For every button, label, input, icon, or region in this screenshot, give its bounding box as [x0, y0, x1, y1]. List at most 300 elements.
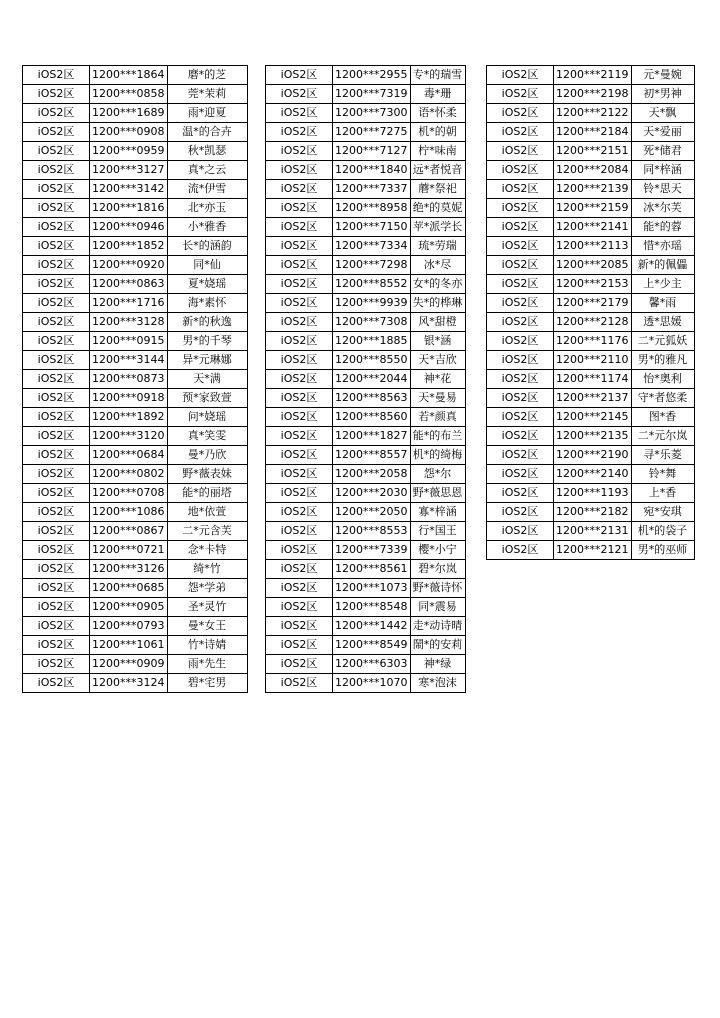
user-id-cell: 1200***7319	[333, 85, 411, 104]
table-row	[266, 180, 466, 199]
player-name-cell: 走*动诗晴	[410, 617, 465, 636]
player-name-cell: 绮*竹	[167, 560, 247, 579]
user-id-cell: 1200***0918	[90, 389, 168, 408]
server-cell: iOS2区	[487, 104, 554, 123]
user-id-cell: 1200***0905	[90, 598, 168, 617]
table-row	[23, 180, 248, 199]
table-row	[23, 389, 248, 408]
user-id-cell: 1200***1827	[333, 427, 411, 446]
server-cell: iOS2区	[23, 370, 90, 389]
winner-table-2	[265, 65, 466, 693]
user-id-cell: 1200***2179	[554, 294, 632, 313]
player-name-cell: 长*的涵韵	[167, 237, 247, 256]
table-row	[23, 427, 248, 446]
server-cell: iOS2区	[266, 199, 333, 218]
user-id-cell: 1200***0863	[90, 275, 168, 294]
user-id-cell: 1200***3128	[90, 313, 168, 332]
table-row	[23, 674, 248, 693]
server-cell: iOS2区	[266, 389, 333, 408]
user-id-cell: 1200***2153	[554, 275, 632, 294]
player-name-cell: 银*涵	[410, 332, 465, 351]
server-cell: iOS2区	[487, 237, 554, 256]
server-cell: iOS2区	[266, 313, 333, 332]
user-id-cell: 1200***8958	[333, 199, 411, 218]
server-cell: iOS2区	[266, 332, 333, 351]
table-row	[487, 332, 695, 351]
table-row	[23, 85, 248, 104]
user-id-cell: 1200***1864	[90, 66, 168, 85]
table-row	[487, 218, 695, 237]
server-cell: iOS2区	[23, 560, 90, 579]
table-row	[23, 636, 248, 655]
table-row	[266, 598, 466, 617]
user-id-cell: 1200***1885	[333, 332, 411, 351]
user-id-cell: 1200***7308	[333, 313, 411, 332]
user-id-cell: 1200***3127	[90, 161, 168, 180]
server-cell: iOS2区	[23, 598, 90, 617]
table-row	[23, 294, 248, 313]
winner-table-3	[486, 65, 695, 560]
player-name-cell: 流*伊雪	[167, 180, 247, 199]
player-name-cell: 失*的桦琳	[410, 294, 465, 313]
server-cell: iOS2区	[487, 446, 554, 465]
player-name-cell: 温*的合卉	[167, 123, 247, 142]
user-id-cell: 1200***0946	[90, 218, 168, 237]
user-id-cell: 1200***0721	[90, 541, 168, 560]
user-id-cell: 1200***2184	[554, 123, 632, 142]
player-name-cell: 碧*尔岚	[410, 560, 465, 579]
player-name-cell: 绝*的莫妮	[410, 199, 465, 218]
server-cell: iOS2区	[266, 237, 333, 256]
player-name-cell: 寡*梓涵	[410, 503, 465, 522]
user-id-cell: 1200***2182	[554, 503, 632, 522]
player-name-cell: 神*花	[410, 370, 465, 389]
player-name-cell: 磨*的芝	[167, 66, 247, 85]
table-body	[487, 66, 695, 560]
user-id-cell: 1200***2139	[554, 180, 632, 199]
table-row	[266, 389, 466, 408]
table-row	[23, 351, 248, 370]
server-cell: iOS2区	[23, 313, 90, 332]
user-id-cell: 1200***2190	[554, 446, 632, 465]
server-cell: iOS2区	[266, 522, 333, 541]
table-row	[487, 484, 695, 503]
table-row	[266, 142, 466, 161]
player-name-cell: 天*飘	[631, 104, 694, 123]
server-cell: iOS2区	[487, 408, 554, 427]
user-id-cell: 1200***3142	[90, 180, 168, 199]
table-row	[487, 123, 695, 142]
user-id-cell: 1200***2137	[554, 389, 632, 408]
server-cell: iOS2区	[266, 579, 333, 598]
player-name-cell: 竹*诗婧	[167, 636, 247, 655]
user-id-cell: 1200***8553	[333, 522, 411, 541]
table-row	[266, 503, 466, 522]
player-name-cell: 天*曼易	[410, 389, 465, 408]
server-cell: iOS2区	[23, 351, 90, 370]
player-name-cell: 鬧*的安莉	[410, 636, 465, 655]
user-id-cell: 1200***2131	[554, 522, 632, 541]
player-name-cell: 圣*灵竹	[167, 598, 247, 617]
table-row	[23, 123, 248, 142]
player-name-cell: 机*的袋子	[631, 522, 694, 541]
player-name-cell: 能*的布兰	[410, 427, 465, 446]
player-name-cell: 真*之云	[167, 161, 247, 180]
user-id-cell: 1200***1176	[554, 332, 632, 351]
server-cell: iOS2区	[266, 85, 333, 104]
server-cell: iOS2区	[266, 66, 333, 85]
table-row	[487, 199, 695, 218]
player-name-cell: 预*家致萱	[167, 389, 247, 408]
server-cell: iOS2区	[266, 503, 333, 522]
table-row	[487, 161, 695, 180]
server-cell: iOS2区	[487, 465, 554, 484]
user-id-cell: 1200***3126	[90, 560, 168, 579]
table-row	[266, 313, 466, 332]
user-id-cell: 1200***0959	[90, 142, 168, 161]
user-id-cell: 1200***8548	[333, 598, 411, 617]
server-cell: iOS2区	[487, 522, 554, 541]
user-id-cell: 1200***0684	[90, 446, 168, 465]
table-row	[23, 237, 248, 256]
server-cell: iOS2区	[23, 294, 90, 313]
server-cell: iOS2区	[487, 389, 554, 408]
user-id-cell: 1200***0909	[90, 655, 168, 674]
player-name-cell: 风*甜橙	[410, 313, 465, 332]
player-name-cell: 异*元琳娜	[167, 351, 247, 370]
player-name-cell: 二*元狐妖	[631, 332, 694, 351]
table-row	[266, 294, 466, 313]
table-row	[23, 313, 248, 332]
server-cell: iOS2区	[23, 617, 90, 636]
server-cell: iOS2区	[23, 579, 90, 598]
player-name-cell: 男*的雅凡	[631, 351, 694, 370]
player-name-cell: 北*亦玉	[167, 199, 247, 218]
server-cell: iOS2区	[487, 85, 554, 104]
server-cell: iOS2区	[266, 484, 333, 503]
player-name-cell: 上*香	[631, 484, 694, 503]
table-row	[487, 85, 695, 104]
user-id-cell: 1200***2058	[333, 465, 411, 484]
table-row	[266, 408, 466, 427]
server-cell: iOS2区	[266, 256, 333, 275]
server-cell: iOS2区	[487, 142, 554, 161]
table-row	[23, 275, 248, 294]
server-cell: iOS2区	[266, 408, 333, 427]
player-name-cell: 冰*尽	[410, 256, 465, 275]
server-cell: iOS2区	[23, 332, 90, 351]
server-cell: iOS2区	[266, 465, 333, 484]
player-name-cell: 行*国王	[410, 522, 465, 541]
user-id-cell: 1200***1073	[333, 579, 411, 598]
user-id-cell: 1200***8561	[333, 560, 411, 579]
player-name-cell: 碧*宅男	[167, 674, 247, 693]
player-name-cell: 死*储君	[631, 142, 694, 161]
table-row	[23, 256, 248, 275]
player-name-cell: 琉*劳瑞	[410, 237, 465, 256]
table-row	[266, 674, 466, 693]
winner-table-1	[22, 65, 248, 693]
table-row	[266, 275, 466, 294]
table-row	[487, 256, 695, 275]
user-id-cell: 1200***0915	[90, 332, 168, 351]
player-name-cell: 机*的绮梅	[410, 446, 465, 465]
server-cell: iOS2区	[23, 104, 90, 123]
user-id-cell: 1200***8549	[333, 636, 411, 655]
player-name-cell: 寻*乐菱	[631, 446, 694, 465]
user-id-cell: 1200***7150	[333, 218, 411, 237]
table-row	[23, 332, 248, 351]
server-cell: iOS2区	[23, 465, 90, 484]
user-id-cell: 1200***0920	[90, 256, 168, 275]
player-name-cell: 天*满	[167, 370, 247, 389]
user-id-cell: 1200***7298	[333, 256, 411, 275]
table-row	[23, 218, 248, 237]
server-cell: iOS2区	[23, 256, 90, 275]
table-row	[266, 541, 466, 560]
user-id-cell: 1200***2198	[554, 85, 632, 104]
server-cell: iOS2区	[266, 351, 333, 370]
user-id-cell: 1200***2030	[333, 484, 411, 503]
server-cell: iOS2区	[23, 142, 90, 161]
user-id-cell: 1200***2151	[554, 142, 632, 161]
player-name-cell: 新*的佩儡	[631, 256, 694, 275]
server-cell: iOS2区	[266, 294, 333, 313]
server-cell: iOS2区	[487, 199, 554, 218]
server-cell: iOS2区	[266, 598, 333, 617]
table-row	[23, 446, 248, 465]
user-id-cell: 1200***1442	[333, 617, 411, 636]
player-name-cell: 小*雅香	[167, 218, 247, 237]
server-cell: iOS2区	[266, 636, 333, 655]
player-name-cell: 宛*安琪	[631, 503, 694, 522]
user-id-cell: 1200***1840	[333, 161, 411, 180]
player-name-cell: 二*元含芙	[167, 522, 247, 541]
server-cell: iOS2区	[266, 161, 333, 180]
user-id-cell: 1200***8563	[333, 389, 411, 408]
table-row	[487, 294, 695, 313]
server-cell: iOS2区	[23, 427, 90, 446]
player-name-cell: 透*思媛	[631, 313, 694, 332]
user-id-cell: 1200***2050	[333, 503, 411, 522]
user-id-cell: 1200***1816	[90, 199, 168, 218]
player-name-cell: 远*者悦音	[410, 161, 465, 180]
user-id-cell: 1200***2159	[554, 199, 632, 218]
server-cell: iOS2区	[487, 275, 554, 294]
user-id-cell: 1200***1193	[554, 484, 632, 503]
server-cell: iOS2区	[23, 218, 90, 237]
player-name-cell: 馨*雨	[631, 294, 694, 313]
user-id-cell: 1200***0908	[90, 123, 168, 142]
player-name-cell: 曼*女王	[167, 617, 247, 636]
server-cell: iOS2区	[23, 503, 90, 522]
user-id-cell: 1200***0858	[90, 85, 168, 104]
server-cell: iOS2区	[23, 389, 90, 408]
user-id-cell: 1200***0708	[90, 484, 168, 503]
table-row	[487, 446, 695, 465]
player-name-cell: 初*男神	[631, 85, 694, 104]
user-id-cell: 1200***8550	[333, 351, 411, 370]
server-cell: iOS2区	[487, 332, 554, 351]
server-cell: iOS2区	[23, 541, 90, 560]
player-name-cell: 神*绿	[410, 655, 465, 674]
server-cell: iOS2区	[487, 427, 554, 446]
player-name-cell: 男*的巫师	[631, 541, 694, 560]
table-row	[23, 617, 248, 636]
table-row	[266, 237, 466, 256]
server-cell: iOS2区	[487, 370, 554, 389]
player-name-cell: 雨*迎夏	[167, 104, 247, 123]
user-id-cell: 1200***1061	[90, 636, 168, 655]
user-id-cell: 1200***0793	[90, 617, 168, 636]
table-row	[23, 370, 248, 389]
table-row	[487, 104, 695, 123]
player-name-cell: 樱*小宁	[410, 541, 465, 560]
player-name-cell: 柠*味南	[410, 142, 465, 161]
table-row	[23, 560, 248, 579]
user-id-cell: 1200***2085	[554, 256, 632, 275]
user-id-cell: 1200***8560	[333, 408, 411, 427]
server-cell: iOS2区	[23, 275, 90, 294]
server-cell: iOS2区	[266, 541, 333, 560]
player-name-cell: 苹*派学长	[410, 218, 465, 237]
table-row	[487, 351, 695, 370]
player-name-cell: 天*爱丽	[631, 123, 694, 142]
table-row	[266, 332, 466, 351]
server-cell: iOS2区	[23, 408, 90, 427]
server-cell: iOS2区	[23, 85, 90, 104]
player-name-cell: 雨*先生	[167, 655, 247, 674]
user-id-cell: 1200***7337	[333, 180, 411, 199]
user-id-cell: 1200***2145	[554, 408, 632, 427]
table-row	[487, 522, 695, 541]
table-row	[266, 256, 466, 275]
user-id-cell: 1200***1086	[90, 503, 168, 522]
table-row	[23, 199, 248, 218]
player-name-cell: 秋*凯瑟	[167, 142, 247, 161]
player-name-cell: 同*梓涵	[631, 161, 694, 180]
user-id-cell: 1200***2121	[554, 541, 632, 560]
server-cell: iOS2区	[487, 313, 554, 332]
table-row	[266, 85, 466, 104]
server-cell: iOS2区	[487, 351, 554, 370]
player-name-cell: 能*的丽塔	[167, 484, 247, 503]
user-id-cell: 1200***8557	[333, 446, 411, 465]
table-row	[266, 655, 466, 674]
user-id-cell: 1200***1892	[90, 408, 168, 427]
table-row	[266, 370, 466, 389]
player-name-cell: 毒*珊	[410, 85, 465, 104]
server-cell: iOS2区	[23, 655, 90, 674]
table-row	[23, 408, 248, 427]
player-name-cell: 语*怀柔	[410, 104, 465, 123]
server-cell: iOS2区	[23, 484, 90, 503]
table-row	[487, 541, 695, 560]
player-name-cell: 怨*学弟	[167, 579, 247, 598]
player-name-cell: 野*薇表妹	[167, 465, 247, 484]
table-row	[266, 560, 466, 579]
player-name-cell: 女*的冬亦	[410, 275, 465, 294]
user-id-cell: 1200***1689	[90, 104, 168, 123]
user-id-cell: 1200***1174	[554, 370, 632, 389]
player-name-cell: 元*曼婉	[631, 66, 694, 85]
server-cell: iOS2区	[487, 218, 554, 237]
server-cell: iOS2区	[23, 180, 90, 199]
table-row	[23, 655, 248, 674]
player-name-cell: 新*的秋逸	[167, 313, 247, 332]
player-name-cell: 机*的朝	[410, 123, 465, 142]
server-cell: iOS2区	[23, 446, 90, 465]
player-name-cell: 莞*茉莉	[167, 85, 247, 104]
table-row	[487, 408, 695, 427]
table-row	[266, 484, 466, 503]
player-name-cell: 惜*亦瑶	[631, 237, 694, 256]
user-id-cell: 1200***2140	[554, 465, 632, 484]
server-cell: iOS2区	[266, 142, 333, 161]
player-name-cell: 地*依萱	[167, 503, 247, 522]
player-name-cell: 海*素怀	[167, 294, 247, 313]
server-cell: iOS2区	[487, 161, 554, 180]
user-id-cell: 1200***2084	[554, 161, 632, 180]
table-row	[266, 446, 466, 465]
table-row	[23, 503, 248, 522]
server-cell: iOS2区	[23, 636, 90, 655]
user-id-cell: 1200***9939	[333, 294, 411, 313]
user-id-cell: 1200***2044	[333, 370, 411, 389]
table-row	[266, 351, 466, 370]
player-name-cell: 问*娆瑶	[167, 408, 247, 427]
user-id-cell: 1200***2122	[554, 104, 632, 123]
server-cell: iOS2区	[23, 161, 90, 180]
server-cell: iOS2区	[266, 104, 333, 123]
player-name-cell: 蘑*祭祀	[410, 180, 465, 199]
user-id-cell: 1200***0802	[90, 465, 168, 484]
table-row	[266, 617, 466, 636]
player-name-cell: 上*少主	[631, 275, 694, 294]
player-name-cell: 野*薇诗怀	[410, 579, 465, 598]
table-row	[23, 522, 248, 541]
server-cell: iOS2区	[266, 427, 333, 446]
user-id-cell: 1200***8552	[333, 275, 411, 294]
table-body	[23, 66, 248, 693]
player-name-cell: 铃*舞	[631, 465, 694, 484]
table-row	[487, 503, 695, 522]
server-cell: iOS2区	[487, 503, 554, 522]
table-row	[266, 579, 466, 598]
table-row	[23, 598, 248, 617]
player-name-cell: 真*笑雯	[167, 427, 247, 446]
table-row	[23, 66, 248, 85]
player-name-cell: 铃*思天	[631, 180, 694, 199]
table-row	[23, 484, 248, 503]
user-id-cell: 1200***2113	[554, 237, 632, 256]
table-row	[487, 180, 695, 199]
table-row	[23, 579, 248, 598]
server-cell: iOS2区	[266, 446, 333, 465]
user-id-cell: 1200***1716	[90, 294, 168, 313]
player-name-cell: 守*者悠柔	[631, 389, 694, 408]
user-id-cell: 1200***2141	[554, 218, 632, 237]
user-id-cell: 1200***7339	[333, 541, 411, 560]
user-id-cell: 1200***7334	[333, 237, 411, 256]
player-name-cell: 图*香	[631, 408, 694, 427]
player-name-cell: 男*的千琴	[167, 332, 247, 351]
table-row	[487, 237, 695, 256]
server-cell: iOS2区	[266, 180, 333, 199]
player-name-cell: 能*的蓉	[631, 218, 694, 237]
table-row	[23, 104, 248, 123]
table-row	[23, 465, 248, 484]
